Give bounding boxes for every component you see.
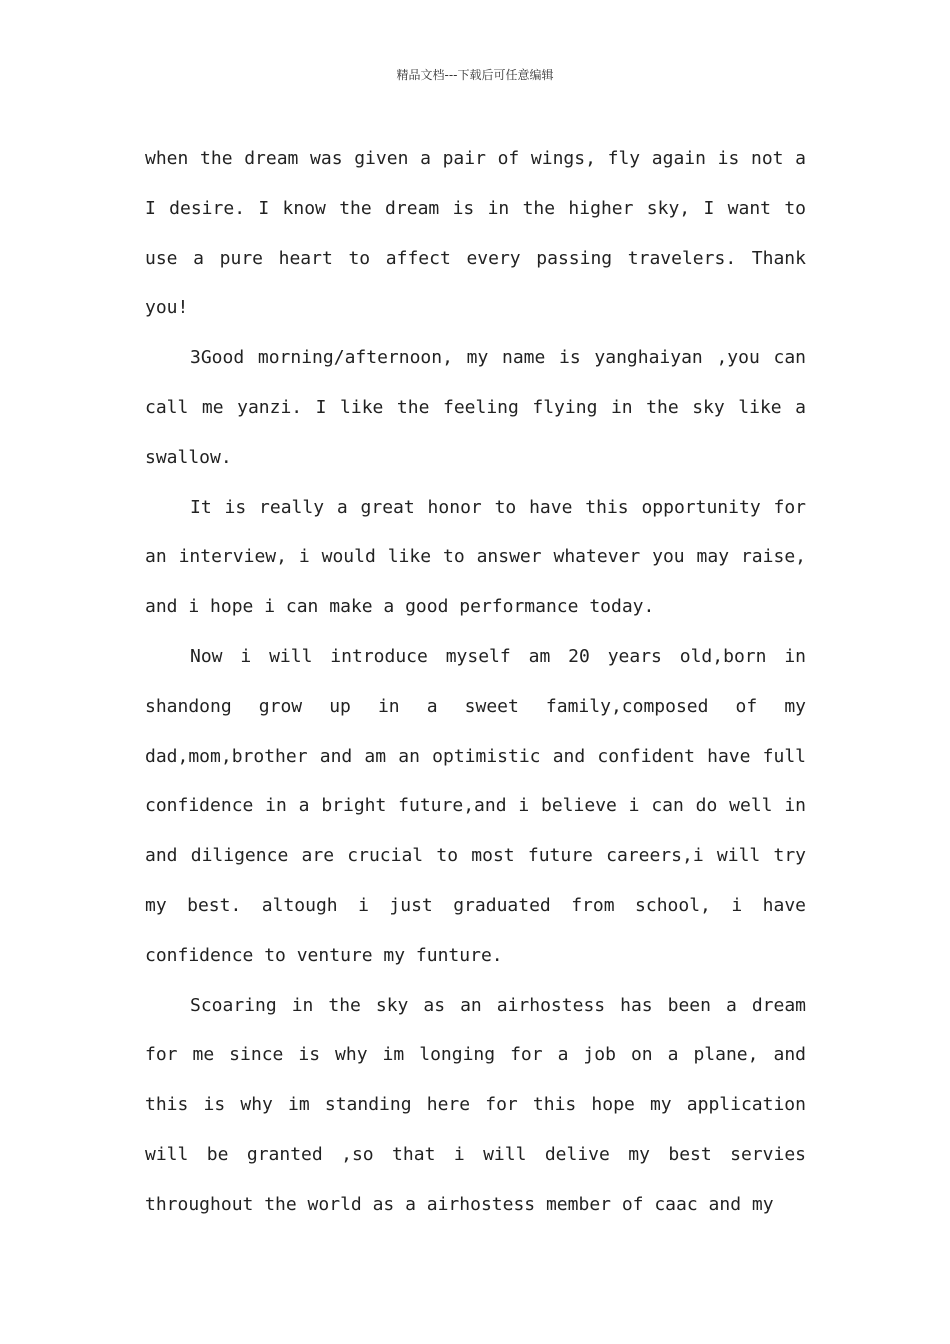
document-body — [145, 134, 806, 1230]
page-header: 精品文档---下载后可任意编辑 — [396, 68, 554, 82]
paragraph-introduction: Now i will introduce myself am 20 years old,born in shandong grow up in a sweet family,composed of my dad,mom,brother and am an optimistic and confident have full confidence in a bright future,and i believe i can do well in and diligence are crucial to most future careers,i will try my best. altough i just graduated from school, i have confidence to venture my funture. — [145, 645, 806, 966]
paragraph-greeting: 3Good morning/afternoon, my name is yanghaiyan ,you can call me yanzi. I like the feeling flying in the sky like a swallow. — [145, 347, 806, 468]
paragraph-interview: It is really a great honor to have this opportunity for an interview, i would like to answer whatever you may raise, and i hope i can make a good performance today. — [145, 496, 806, 618]
paragraph-closing: when the dream was given a pair of wings, fly again is not a I desire. I know the dream is in the higher sky, I want to use a pure heart to affect every passing travelers. Thank you! — [145, 148, 806, 319]
paragraph-dream: Scoaring in the sky as an airhostess has been a dream for me since is why im longing for a job on a plane, and this is why im standing here for this hope my application will be granted ,so that i will delive my best servies throughout the world as a airhostess member of caac and my — [145, 994, 806, 1215]
